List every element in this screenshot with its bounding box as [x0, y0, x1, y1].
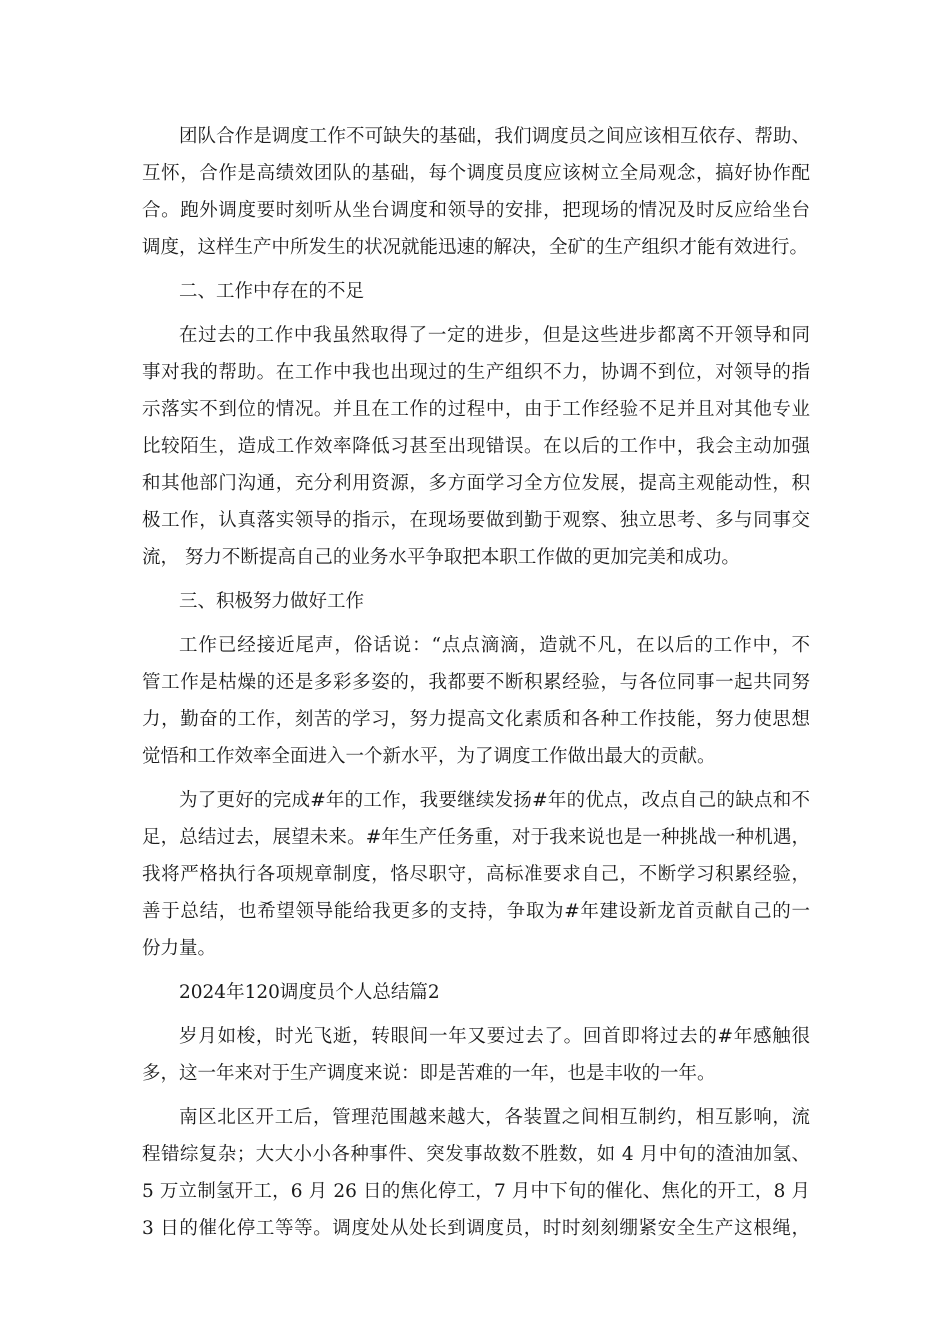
section-heading: 二、工作中存在的不足	[179, 281, 365, 302]
text-line: 我将严格执行各项规章制度，恪尽职守，高标准要求自己，不断学习积累经验，	[142, 864, 810, 885]
paragraph-work-hard	[142, 627, 810, 775]
section-heading: 三、积极努力做好工作	[179, 591, 365, 612]
paragraph-future	[142, 782, 810, 967]
text-line: 流， 努力不断提高自己的业务水平争取把本职工作做的更加完美和成功。	[142, 547, 740, 568]
text-line: 极工作，认真落实领导的指示，在现场要做到勤于观察、独立思考、多与同事交	[142, 510, 810, 531]
text-line: 合。跑外调度要时刻听从坐台调度和领导的安排，把现场的情况及时反应给坐台	[142, 200, 810, 221]
document-body	[142, 118, 810, 1247]
text-line: 觉悟和工作效率全面进入一个新水平，为了调度工作做出最大的贡献。	[142, 746, 716, 767]
text-line: 和其他部门沟通，充分利用资源，多方面学习全方位发展，提高主观能动性，积	[142, 473, 810, 494]
paragraph-south-north	[142, 1099, 810, 1247]
text-line: 事对我的帮助。在工作中我也出现过的生产组织不力，协调不到位，对领导的指	[142, 362, 810, 383]
text-line: 调度，这样生产中所发生的状况就能迅速的解决，全矿的生产组织才能有效进行。	[142, 237, 809, 258]
text-line: 程错综复杂；大大小小各种事件、突发事故数不胜数，如 4 月中旬的渣油加氢、	[142, 1144, 810, 1165]
text-line: 多，这一年来对于生产调度来说：即是苦难的一年，也是丰收的一年。	[142, 1063, 716, 1084]
text-line: 比较陌生，造成工作效率降低习甚至出现错误。在以后的工作中，我会主动加强	[142, 436, 810, 457]
text-line: 团队合作是调度工作不可缺失的基础，我们调度员之间应该相互依存、帮助、	[179, 126, 810, 147]
text-line: 岁月如梭，时光飞逝，转眼间一年又要过去了。回首即将过去的#年感触很	[179, 1026, 810, 1047]
text-line: 示落实不到位的情况。并且在工作的过程中，由于工作经验不足并且对其他专业	[142, 399, 810, 420]
text-line: 管工作是枯燥的还是多彩多姿的，我都要不断积累经验，与各位同事一起共同努	[142, 672, 810, 693]
paragraph-teamwork	[142, 118, 810, 266]
text-line: 5 万立制氢开工，6 月 26 日的焦化停工，7 月中下旬的催化、焦化的开工，8 月	[142, 1181, 810, 1202]
paragraph-shortcomings	[142, 317, 810, 576]
text-line: 为了更好的完成#年的工作，我要继续发扬#年的优点，改点自己的缺点和不	[179, 790, 810, 811]
text-line: 份力量。	[142, 938, 217, 959]
text-line: 力，勤奋的工作，刻苦的学习，努力提高文化素质和各种工作技能，努力使思想	[142, 709, 810, 730]
text-line: 工作已经接近尾声，俗话说：“点点滴滴，造就不凡，在以后的工作中，不	[179, 635, 810, 656]
text-line: 足，总结过去，展望未来。#年生产任务重，对于我来说也是一种挑战一种机遇，	[142, 827, 810, 848]
paragraph-year-review	[142, 1018, 810, 1092]
section-heading-shortcomings	[142, 273, 810, 310]
text-line: 在过去的工作中我虽然取得了一定的进步，但是这些进步都离不开领导和同	[179, 325, 810, 346]
article-title-part2	[142, 974, 810, 1011]
text-line: 3 日的催化停工等等。调度处从处长到调度员，时时刻刻绷紧安全生产这根绳，	[142, 1218, 810, 1239]
section-heading-work-hard	[142, 583, 810, 620]
article-title: 2024年120调度员个人总结篇2	[179, 982, 440, 1003]
text-line: 互怀，合作是高绩效团队的基础，每个调度员度应该树立全局观念，搞好协作配	[142, 163, 810, 184]
text-line: 善于总结，也希望领导能给我更多的支持，争取为#年建设新龙首贡献自己的一	[142, 901, 810, 922]
text-line: 南区北区开工后，管理范围越来越大，各装置之间相互制约，相互影响，流	[179, 1107, 810, 1128]
